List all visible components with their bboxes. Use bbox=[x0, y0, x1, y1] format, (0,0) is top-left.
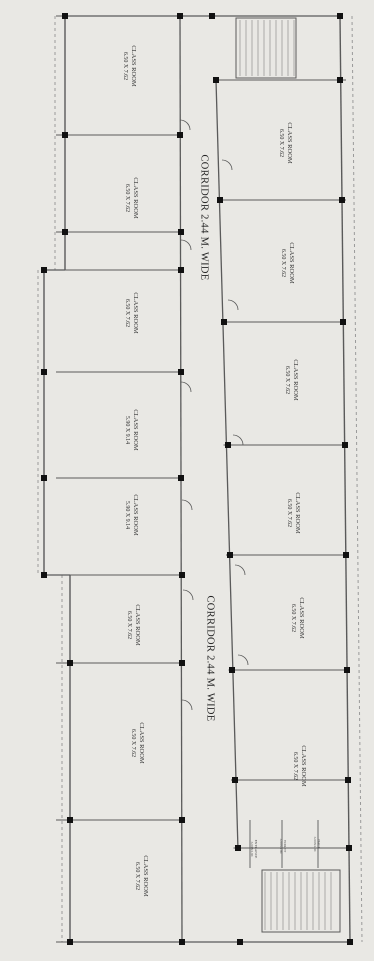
structural-column bbox=[209, 13, 215, 19]
room-dimensions: 6.50 X 7.62 bbox=[134, 861, 140, 891]
room-dimensions: 6.50 X 7.62 bbox=[130, 728, 136, 758]
outer-wall bbox=[340, 16, 350, 942]
structural-column bbox=[340, 319, 346, 325]
structural-column bbox=[41, 475, 47, 481]
door-swing bbox=[238, 655, 248, 665]
room-name: CLASS ROOM bbox=[298, 597, 305, 639]
structural-column bbox=[41, 369, 47, 375]
room-name: HALL bbox=[317, 839, 321, 849]
room-dimensions: 6.50 X 7.62 bbox=[278, 128, 284, 158]
structural-column bbox=[339, 197, 345, 203]
structural-column bbox=[41, 267, 47, 273]
structural-column bbox=[217, 197, 223, 203]
structural-column bbox=[232, 777, 238, 783]
room-name: CLASS ROOM bbox=[134, 604, 141, 646]
structural-column bbox=[178, 267, 184, 273]
room-dimensions: 5.90 X 9.14 bbox=[124, 500, 130, 530]
structural-column bbox=[67, 939, 73, 945]
room-name: CLASS ROOM bbox=[294, 492, 301, 534]
room-name: CLASS ROOM bbox=[300, 745, 307, 787]
structural-column bbox=[345, 777, 351, 783]
structural-column bbox=[177, 132, 183, 138]
room-name: CLASS ROOM bbox=[130, 45, 137, 87]
room-label bbox=[133, 831, 149, 921]
wall-hatch bbox=[352, 16, 362, 942]
door-swing bbox=[233, 435, 243, 445]
corridor-label: CORRIDOR 2.44 M. WIDE bbox=[204, 595, 216, 722]
structural-column bbox=[179, 660, 185, 666]
structural-column bbox=[67, 660, 73, 666]
room-label bbox=[285, 468, 301, 558]
structural-column bbox=[225, 442, 231, 448]
room-name: CLASS ROOM bbox=[138, 722, 145, 764]
room-dimensions: 6.50 X 7.62 bbox=[280, 248, 286, 278]
small-room-label bbox=[313, 827, 321, 861]
room-name: TOILET bbox=[283, 839, 287, 853]
structural-column bbox=[337, 13, 343, 19]
room-label bbox=[123, 153, 139, 243]
structural-column bbox=[237, 939, 243, 945]
structural-column bbox=[337, 77, 343, 83]
structural-column bbox=[235, 845, 241, 851]
structural-column bbox=[227, 552, 233, 558]
room-name: ENTRANCE bbox=[254, 839, 258, 859]
room-dimensions: 3.00X3.00 bbox=[250, 841, 254, 857]
room-dimensions: 6.50 X 7.62 bbox=[284, 365, 290, 395]
structural-column bbox=[67, 817, 73, 823]
room-dimensions: 3.00X3.00 bbox=[313, 836, 317, 852]
room-label bbox=[291, 721, 307, 811]
room-dimensions: 5.90 X 9.14 bbox=[124, 415, 130, 445]
structural-column bbox=[179, 817, 185, 823]
room-name: CLASS ROOM bbox=[132, 494, 139, 536]
door-swing bbox=[181, 240, 191, 250]
room-name: CLASS ROOM bbox=[142, 855, 149, 897]
structural-column bbox=[62, 132, 68, 138]
structural-column bbox=[342, 442, 348, 448]
small-room-label bbox=[250, 832, 258, 866]
door-swing bbox=[222, 160, 232, 170]
door-swing bbox=[181, 382, 191, 392]
door-swing bbox=[182, 500, 192, 510]
structural-column bbox=[343, 552, 349, 558]
room-dimensions: 6.50 X 7.62 bbox=[124, 183, 130, 213]
structural-column bbox=[179, 572, 185, 578]
structural-column bbox=[346, 845, 352, 851]
room-name: CLASS ROOM bbox=[288, 242, 295, 284]
door-swing bbox=[182, 700, 192, 710]
room-name: CLASS ROOM bbox=[286, 122, 293, 164]
room-label bbox=[121, 21, 137, 111]
room-dimensions: 6.50 X 7.62 bbox=[122, 51, 128, 81]
room-dimensions: 6.50 X 7.62 bbox=[286, 498, 292, 528]
room-name: CLASS ROOM bbox=[292, 359, 299, 401]
room-name: CLASS ROOM bbox=[132, 409, 139, 451]
room-label bbox=[123, 385, 139, 475]
room-dimensions: 3.00X3.00 bbox=[279, 838, 283, 854]
structural-column bbox=[41, 572, 47, 578]
room-label bbox=[129, 698, 145, 788]
structural-column bbox=[178, 475, 184, 481]
room-label bbox=[123, 268, 139, 358]
structural-column bbox=[229, 667, 235, 673]
room-label bbox=[279, 218, 295, 308]
structural-column bbox=[344, 667, 350, 673]
structural-column bbox=[347, 939, 353, 945]
room-label bbox=[277, 98, 293, 188]
room-name: CLASS ROOM bbox=[132, 177, 139, 219]
structural-column bbox=[179, 939, 185, 945]
door-swing bbox=[228, 300, 238, 310]
room-label bbox=[289, 573, 305, 663]
door-swing bbox=[183, 590, 193, 600]
corridor-label: CORRIDOR 2.44 M. WIDE bbox=[198, 154, 210, 281]
door-swing bbox=[180, 120, 190, 130]
structural-column bbox=[62, 229, 68, 235]
structural-column bbox=[221, 319, 227, 325]
small-room-label bbox=[279, 829, 287, 863]
structural-column bbox=[178, 229, 184, 235]
staircase bbox=[236, 18, 296, 78]
structural-column bbox=[62, 13, 68, 19]
room-label bbox=[123, 470, 139, 560]
structural-column bbox=[213, 77, 219, 83]
room-dimensions: 6.50 X 7.62 bbox=[292, 751, 298, 781]
room-dimensions: 6.50 X 7.62 bbox=[126, 610, 132, 640]
structural-column bbox=[178, 369, 184, 375]
corridor-wall-right bbox=[216, 80, 238, 850]
room-dimensions: 6.50 X 7.62 bbox=[290, 603, 296, 633]
door-swing bbox=[235, 565, 245, 575]
room-label bbox=[125, 580, 141, 670]
structural-column bbox=[177, 13, 183, 19]
room-dimensions: 6.50 X 7.62 bbox=[124, 298, 130, 328]
room-name: CLASS ROOM bbox=[132, 292, 139, 334]
room-label bbox=[283, 335, 299, 425]
